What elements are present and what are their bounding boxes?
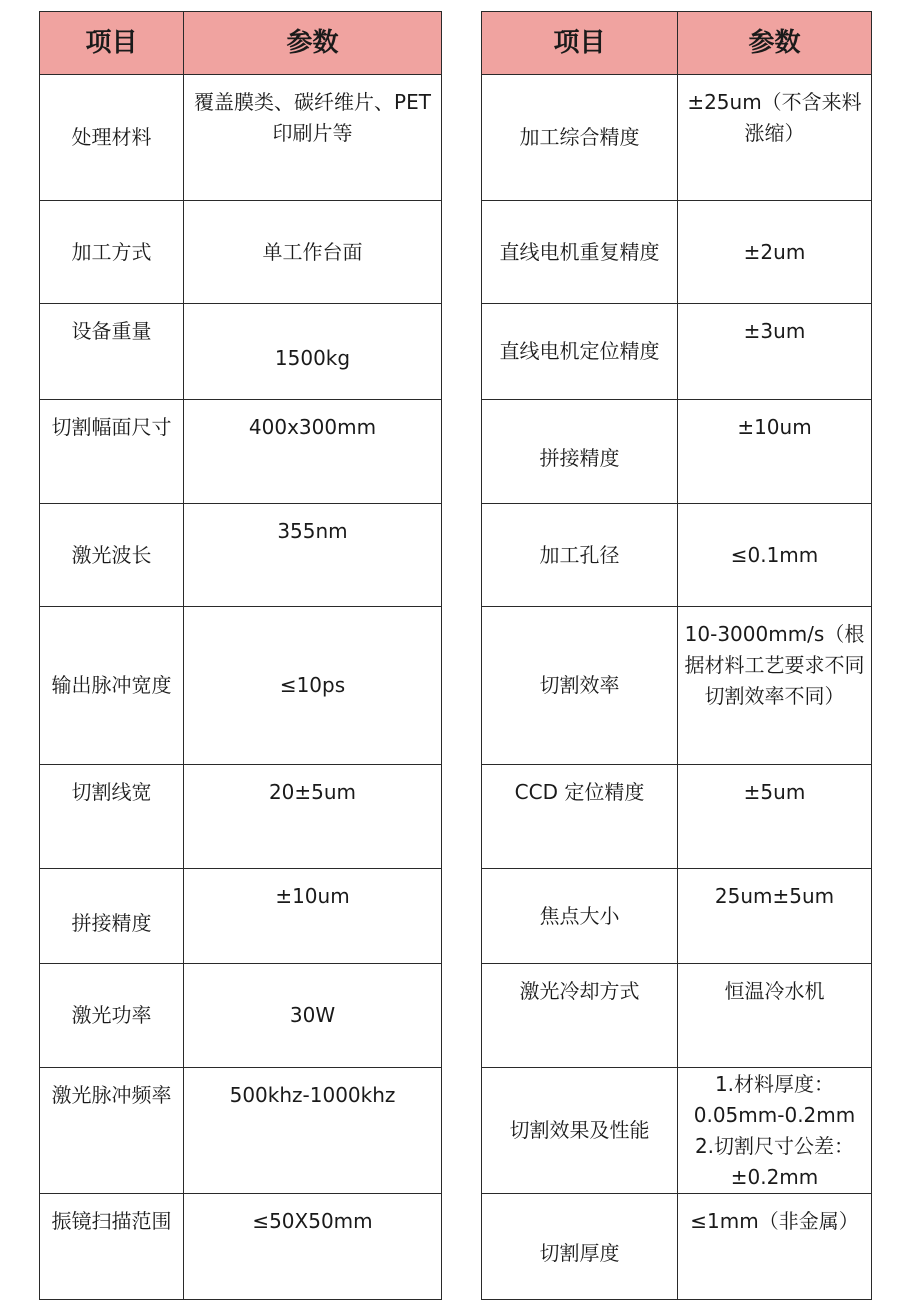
item-cell: 拼接精度	[40, 869, 184, 964]
table-row	[40, 304, 442, 400]
item-cell: 设备重量	[40, 304, 184, 400]
table-row	[40, 869, 442, 964]
table-row	[482, 964, 872, 1068]
table-row	[482, 75, 872, 201]
value-line: 0.05mm-0.2mm	[693, 1102, 856, 1127]
spec-table-left	[39, 11, 442, 1300]
value-cell: ±5um	[678, 765, 872, 869]
table-header-row	[40, 12, 442, 75]
item-cell: 直线电机定位精度	[482, 304, 678, 400]
item-cell: 处理材料	[40, 75, 184, 201]
item-cell: 加工方式	[40, 201, 184, 304]
value-cell: ≤0.1mm	[678, 504, 872, 607]
item-cell: CCD 定位精度	[482, 765, 678, 869]
item-cell: 切割幅面尺寸	[40, 400, 184, 504]
item-cell: 切割线宽	[40, 765, 184, 869]
table-row	[482, 1068, 872, 1194]
value-cell: 1500kg	[184, 304, 442, 400]
item-cell: 直线电机重复精度	[482, 201, 678, 304]
value-cell: ±2um	[678, 201, 872, 304]
table-row	[40, 1068, 442, 1194]
header-item: 项目	[40, 12, 184, 75]
item-cell: 切割效率	[482, 607, 678, 765]
header-item: 项目	[482, 12, 678, 75]
table-row	[482, 1194, 872, 1300]
item-cell: 焦点大小	[482, 869, 678, 964]
value-cell: 30W	[184, 964, 442, 1068]
table-row	[40, 765, 442, 869]
item-cell: 加工综合精度	[482, 75, 678, 201]
table-header-row	[482, 12, 872, 75]
value-cell	[678, 1068, 872, 1194]
value-cell: 10-3000mm/s（根据材料工艺要求不同切割效率不同）	[678, 607, 872, 765]
header-param: 参数	[678, 12, 872, 75]
table-row	[40, 1194, 442, 1300]
table-row	[40, 75, 442, 201]
value-cell: 500khz-1000khz	[184, 1068, 442, 1194]
item-cell: 输出脉冲宽度	[40, 607, 184, 765]
value-line: 1.材料厚度：	[714, 1071, 835, 1096]
table-row	[482, 765, 872, 869]
value-cell: 覆盖膜类、碳纤维片、PET 印刷片等	[184, 75, 442, 201]
value-line: ±0.2mm	[730, 1164, 819, 1189]
value-cell: 恒温冷水机	[678, 964, 872, 1068]
spec-table-right	[481, 11, 872, 1300]
item-cell: 拼接精度	[482, 400, 678, 504]
table-row	[482, 400, 872, 504]
item-cell: 加工孔径	[482, 504, 678, 607]
value-cell: 单工作台面	[184, 201, 442, 304]
item-cell: 切割厚度	[482, 1194, 678, 1300]
table-row	[482, 304, 872, 400]
table-row	[40, 504, 442, 607]
value-cell: ±10um	[678, 400, 872, 504]
item-cell: 激光功率	[40, 964, 184, 1068]
value-cell: ≤10ps	[184, 607, 442, 765]
column-gap	[441, 11, 481, 1299]
table-row	[482, 504, 872, 607]
table-row	[40, 400, 442, 504]
value-cell: ≤1mm（非金属）	[678, 1194, 872, 1300]
item-cell: 激光脉冲频率	[40, 1068, 184, 1194]
table-row	[482, 607, 872, 765]
value-cell: 25um±5um	[678, 869, 872, 964]
value-cell: 400x300mm	[184, 400, 442, 504]
header-param: 参数	[184, 12, 442, 75]
table-row	[40, 964, 442, 1068]
table-row	[482, 201, 872, 304]
value-cell: ≤50X50mm	[184, 1194, 442, 1300]
value-line: 2.切割尺寸公差：	[694, 1133, 855, 1158]
item-cell: 激光冷却方式	[482, 964, 678, 1068]
value-cell: 20±5um	[184, 765, 442, 869]
item-cell: 激光波长	[40, 504, 184, 607]
value-cell: 355nm	[184, 504, 442, 607]
table-row	[40, 607, 442, 765]
table-row	[482, 869, 872, 964]
value-cell: ±25um（不含来料涨缩）	[678, 75, 872, 201]
item-cell: 切割效果及性能	[482, 1068, 678, 1194]
table-row	[40, 201, 442, 304]
value-cell: ±3um	[678, 304, 872, 400]
value-cell: ±10um	[184, 869, 442, 964]
item-cell: 振镜扫描范围	[40, 1194, 184, 1300]
